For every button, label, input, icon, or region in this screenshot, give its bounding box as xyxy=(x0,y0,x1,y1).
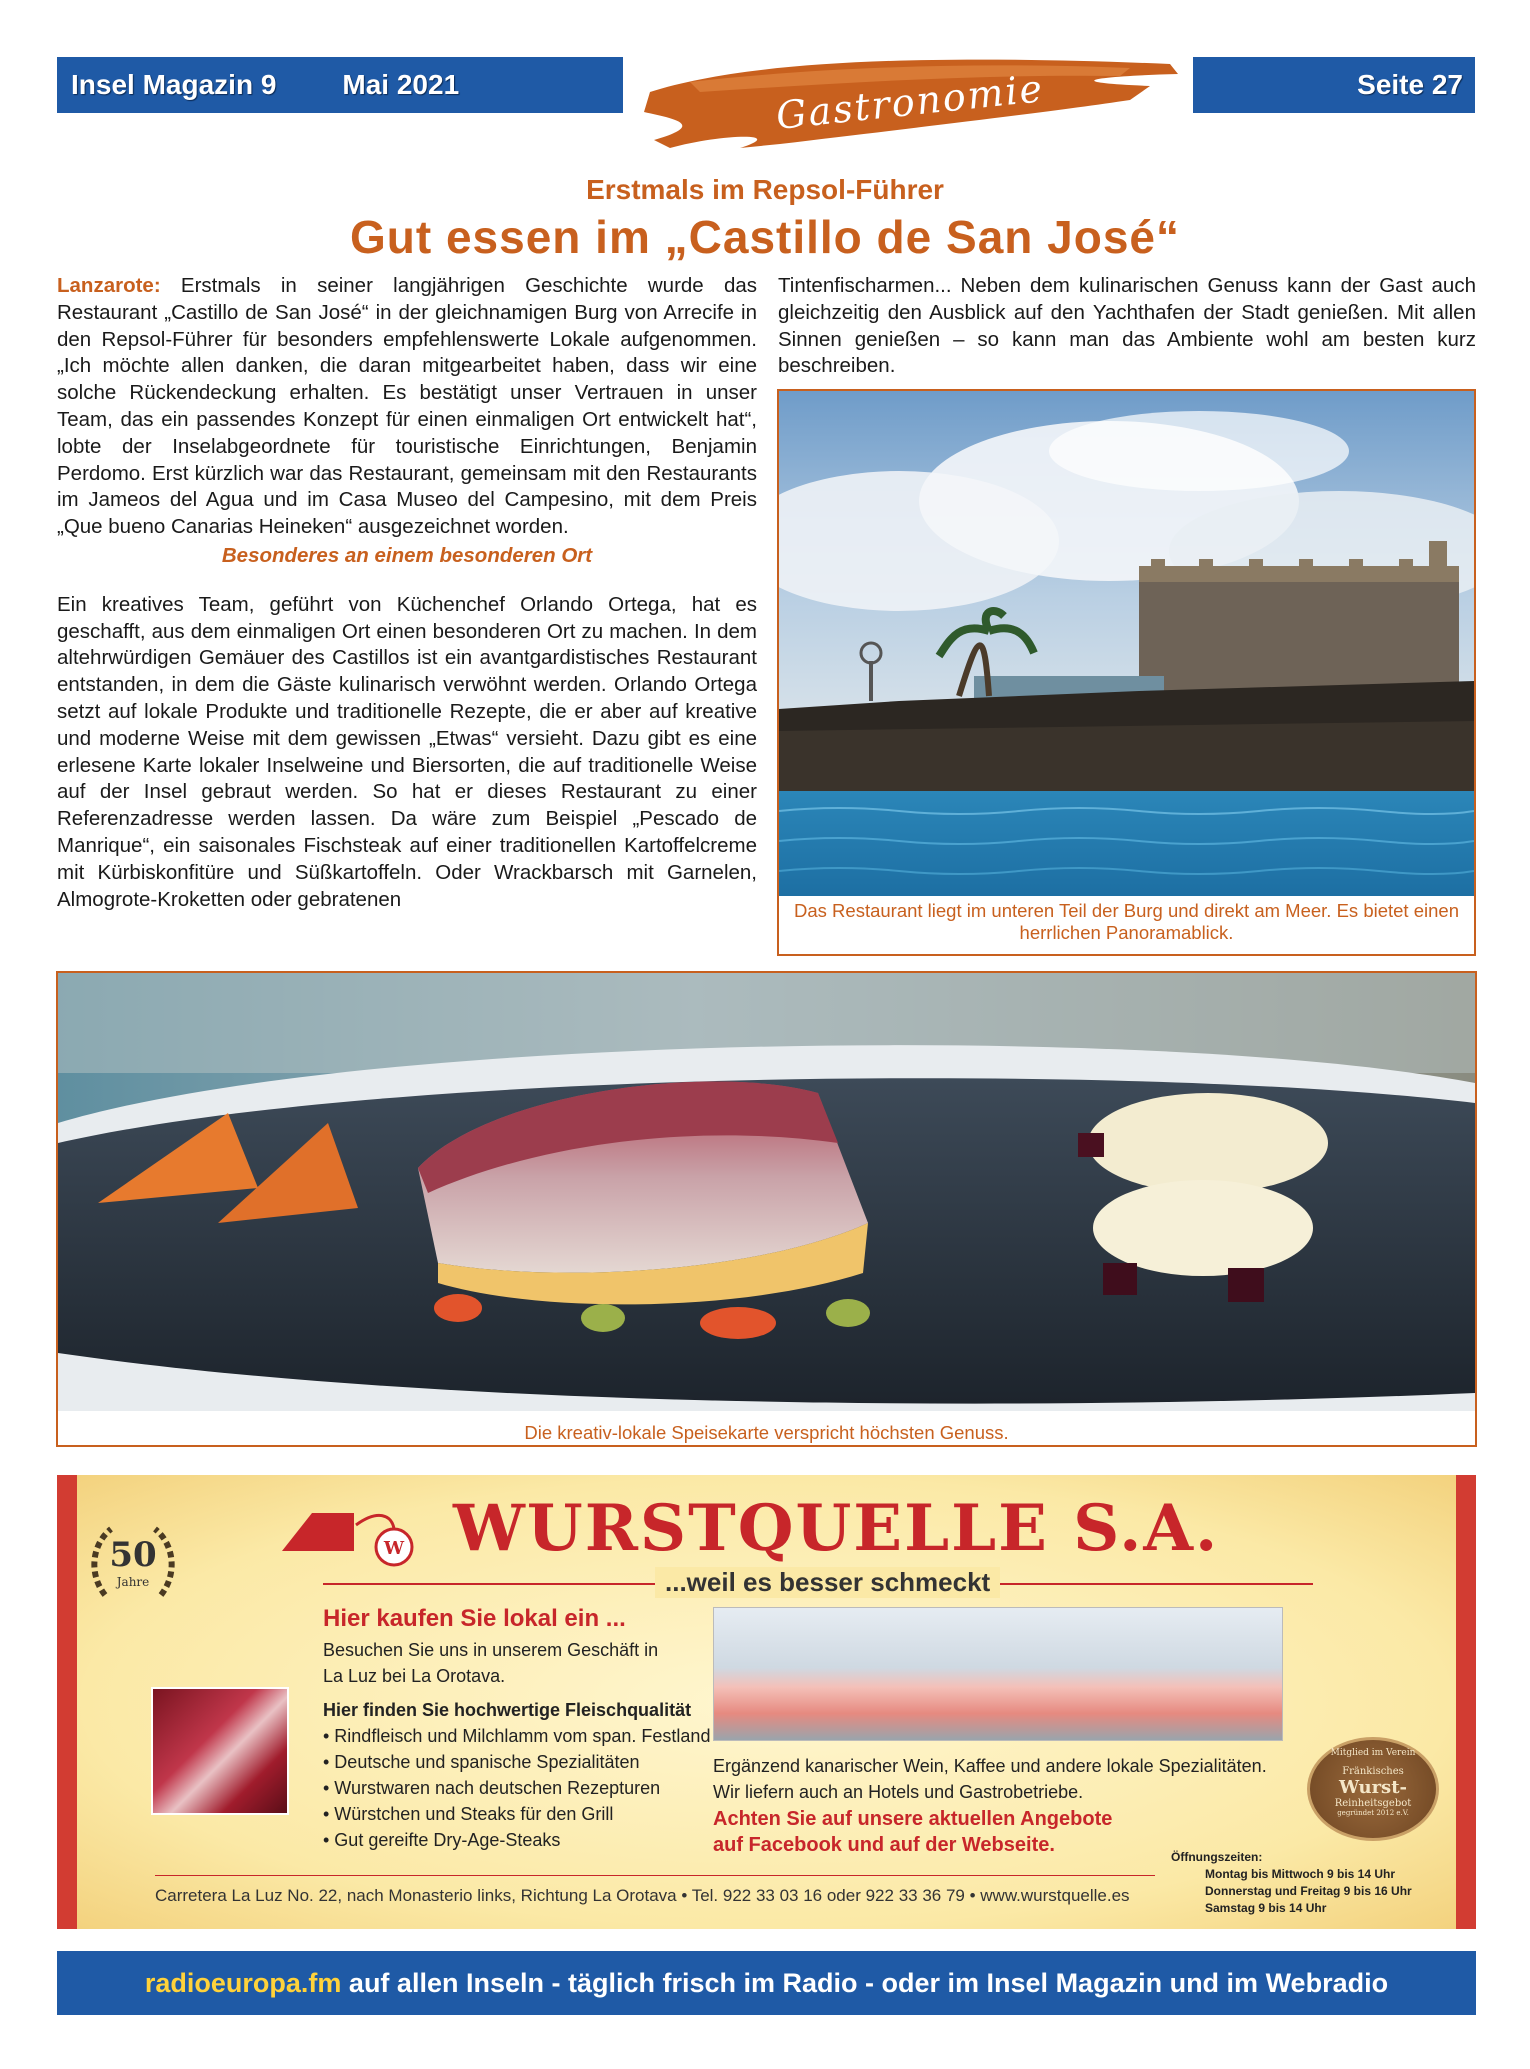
seal-line-4: Reinheitsgebot xyxy=(1334,1798,1412,1809)
seal-line-3: Wurst- xyxy=(1339,1777,1407,1798)
article-headline: Gut essen im „Castillo de San José“ xyxy=(349,211,1181,263)
meat-photo xyxy=(151,1687,289,1815)
article-subhead: Besonderes an einem besonderen Ort xyxy=(221,543,593,567)
radio-footer-bar xyxy=(57,1951,1476,2015)
ad-opening-hours xyxy=(1171,1849,1412,1917)
ad-bullet-3: • Wurstwaren nach deutschen Rezepturen xyxy=(323,1778,661,1798)
magazine-name: Insel Magazin 9 xyxy=(71,69,277,100)
article-column-right xyxy=(778,273,1476,380)
ad-hours-3: Samstag 9 bis 14 Uhr xyxy=(1205,1901,1327,1915)
article-paragraph-3: Tintenfischarmen... Neben dem kulinarischen Genuss kann der Gast auch gleichzeitig den Ausblick auf den Yachthafen der Stadt genießen. Mit allen Sinnen genießen – so kann man das Ambiente wohl am besten kurz beschreiben. xyxy=(778,274,1476,378)
dish-photo-box xyxy=(56,971,1477,1447)
ad-intro-line-1: Besuchen Sie uns in unserem Geschäft in xyxy=(323,1640,659,1660)
ad-extra-info xyxy=(713,1753,1267,1805)
header-left-bar xyxy=(57,57,623,113)
ad-hours-title: Öffnungszeiten: xyxy=(1171,1850,1263,1864)
page-number: Seite 27 xyxy=(1357,69,1463,100)
dateline: Lanzarote: xyxy=(57,274,161,297)
ad-brand-name: WURSTQUELLE S.A. xyxy=(453,1491,1220,1566)
svg-text:W: W xyxy=(383,1538,405,1559)
issue-date: Mai 2021 xyxy=(342,69,460,100)
radio-footer-text: auf allen Inseln - täglich frisch im Radio - oder im Insel Magazin und im Webradio xyxy=(341,1967,1389,1998)
seal-line-2: Fränkisches xyxy=(1342,1766,1404,1777)
ad-call-to-action xyxy=(713,1806,1112,1858)
wurstquelle-advertisement xyxy=(57,1475,1476,1929)
article-paragraph-2: Ein kreatives Team, geführt von Küchenchef Orlando Ortega, hat es geschafft, aus dem einmaligen Ort einen besonderen Ort zu machen. In dem altehrwürdigen Gemäuer des Castillos ist ein avantgardistisches Restaurant entstanden, in dem die Gäste kulinarisch verwöhnt werden. Orlando Ortega setzt auf lokale Produkte und traditionelle Rezepte, die er aber auf kreative und moderne Weise mit dem gewissen „Etwas“ versieht. Dazu gibt es eine erlesene Karte lokaler Inselweine und Biersorten, die auf traditionelle Weise auf der Insel gebraut werden. So hat er dieses Restaurant zu einer Referenzadresse werden lassen. Da wäre zum Beispiel „Pescado de Manrique“, ein saisonales Fischsteak auf einer traditionellen Kartoffelcreme mit Kürbiskonfitüre und Süßkartoffeln. Oder Wrackbarsch mit Garnelen, Almogrote-Kroketten oder gebratenen xyxy=(57,592,757,911)
ad-extra-line-2: Wir liefern auch an Hotels und Gastrobetriebe. xyxy=(713,1782,1084,1802)
section-rubric xyxy=(630,52,1190,152)
wurstquelle-logo-icon xyxy=(282,1503,447,1573)
seal-line-1: Mitglied im Verein xyxy=(1330,1748,1416,1758)
article-kicker: Erstmals im Repsol-Führer xyxy=(586,174,944,205)
ad-hours-2: Donnerstag und Freitag 9 bis 16 Uhr xyxy=(1205,1884,1412,1898)
ad-slogan: ...weil es besser schmeckt xyxy=(655,1567,1000,1598)
ad-bullet-5: • Gut gereifte Dry-Age-Steaks xyxy=(323,1830,561,1850)
dish-photo xyxy=(58,973,1475,1411)
ad-heading: Hier kaufen Sie lokal ein ... xyxy=(323,1605,626,1632)
ad-hours-1: Montag bis Mittwoch 9 bis 14 Uhr xyxy=(1205,1867,1396,1881)
header-right-bar xyxy=(1193,57,1475,113)
paragraph-1-text: Erstmals in seiner langjährigen Geschichte wurde das Restaurant „Castillo de San José“ in der gleichnamigen Burg von Arrecife in den Repsol-Führer für besonders empfehlenswerte Lokale aufgenommen. „Ich möchte allen danken, die daran mitgearbeitet haben, dass wir eine solche Rückendeckung erhalten. Es bestätigt unser Vertrauen in unser Team, das ein passendes Konzept für einen einmaligen Ort entwickelt hat“, lobte der Inselabgeordnete für touristische Einrichtungen, Benjamin Perdomo. Erst kürzlich war das Restaurant, gemeinsam mit den Restaurants im Jameos del Agua und im Casa Museo del Campesino, mit dem Preis „Que bueno Canarias Heineken“ ausgezeichnet worden. xyxy=(57,274,758,539)
ad-intro-line-2: La Luz bei La Orotava. xyxy=(323,1666,506,1686)
castle-photo-caption: Das Restaurant liegt im unteren Teil der Burg und direkt am Meer. Es bietet einen herrlichen Panoramablick. xyxy=(794,900,1459,943)
ad-bullet-1: • Rindfleisch und Milchlamm vom span. Festland xyxy=(323,1726,711,1746)
ad-intro xyxy=(323,1637,658,1689)
anniversary-number: 50 xyxy=(109,1535,157,1575)
reinheitsgebot-seal xyxy=(1307,1737,1439,1841)
ad-bullet-4: • Würstchen und Steaks für den Grill xyxy=(323,1804,614,1824)
ad-address: Carretera La Luz No. 22, nach Monasterio links, Richtung La Orotava • Tel. 922 33 03 16 oder 922 33 36 79 • www.wurstquelle.es xyxy=(155,1886,1130,1905)
ad-quality-heading: Hier finden Sie hochwertige Fleischqualität xyxy=(323,1700,692,1720)
ad-background xyxy=(77,1475,1456,1929)
ad-extra-line-1: Ergänzend kanarischer Wein, Kaffee und andere lokale Spezialitäten. xyxy=(713,1756,1267,1776)
anniversary-badge xyxy=(85,1515,181,1611)
seal-line-5: gegründet 2012 e.V. xyxy=(1337,1809,1409,1817)
castle-photo xyxy=(779,391,1474,896)
shop-photo xyxy=(713,1607,1283,1741)
ad-cta-line-1: Achten Sie auf unsere aktuellen Angebote xyxy=(713,1808,1113,1830)
ad-footer-rule xyxy=(155,1875,1155,1876)
ad-quality-list xyxy=(323,1697,710,1853)
ad-cta-line-2: auf Facebook und auf der Webseite. xyxy=(713,1834,1055,1856)
castle-photo-box xyxy=(777,389,1476,956)
ad-bullet-2: • Deutsche und spanische Spezialitäten xyxy=(323,1752,640,1772)
section-title: Gastronomie xyxy=(773,66,1046,138)
article-column-left xyxy=(57,273,757,913)
radio-link[interactable]: radioeuropa.fm xyxy=(144,1967,342,1998)
article-paragraph-1 xyxy=(57,273,757,541)
dish-photo-caption: Die kreativ-lokale Speisekarte verspricht höchsten Genuss. xyxy=(524,1422,1009,1443)
anniversary-label: Jahre xyxy=(116,1575,150,1589)
